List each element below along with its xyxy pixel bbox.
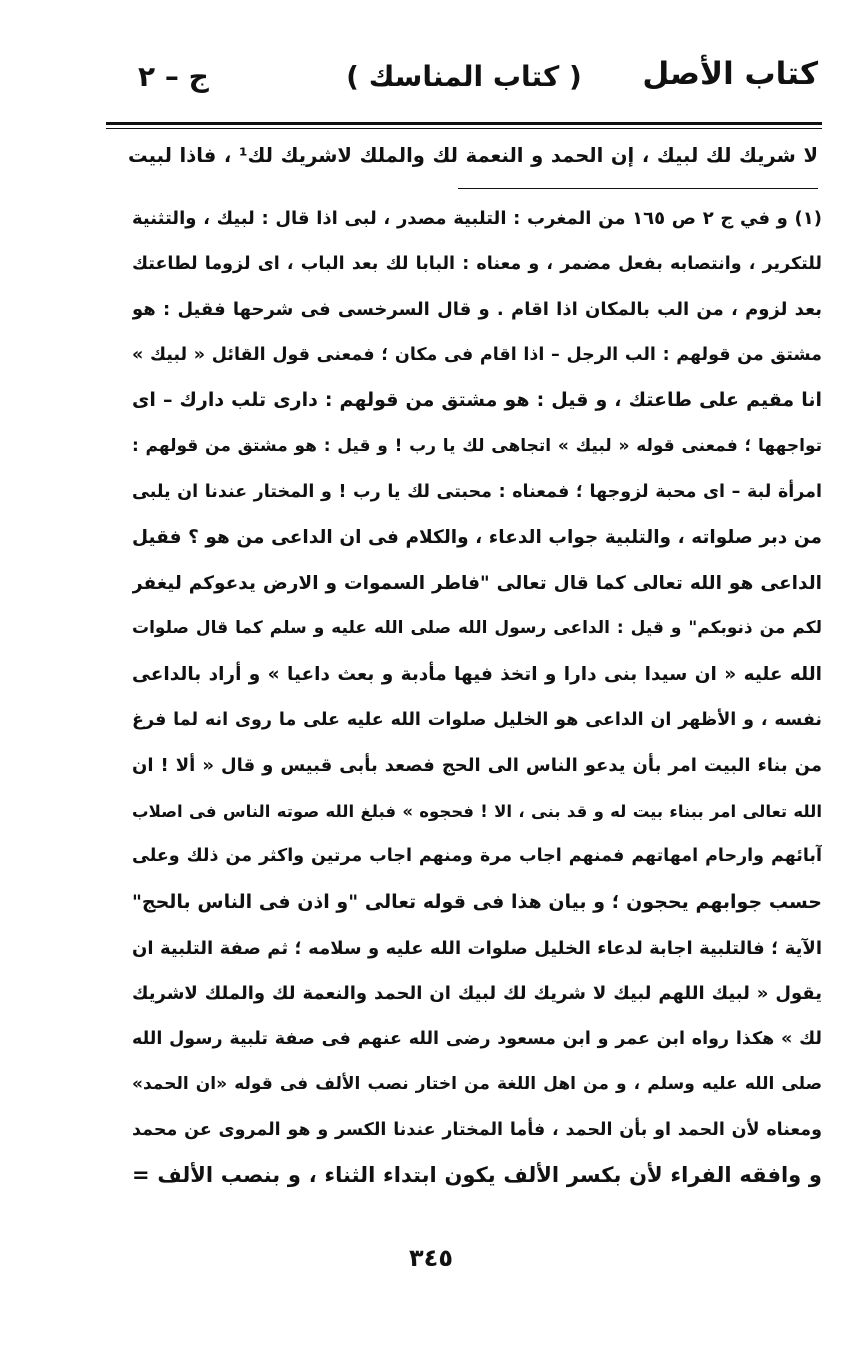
footnote-line: من بناء البيت امر بأن يدعو الناس الى الحج فصعد بأبى قبيس و قال « ألا ! ان [132,755,822,777]
footnote-line: الله تعالى امر ببناء بيت له و قد بنى ، الا ! فحجوه » فبلغ الله صوته الناس فى اصلاب [132,801,822,821]
main-text-line: لا شريك لك لبيك ، إن الحمد و النعمة لك والملك لاشريك لك¹ ، فاذا لبيت [128,144,818,167]
footnote-line: (١) و في ج ٢ ص ١٦٥ من المغرب : التلبية مصدر ، لبى اذا قال : لبيك ، والتثنية [132,208,822,229]
footnote-line: صلى الله عليه وسلم ، و من اهل اللغة من اختار نصب الألف فى قوله «ان الحمد» [132,1074,822,1095]
footnote-line: الداعى هو الله تعالى كما قال تعالى "فاطر السموات و الارض يدعوكم ليغفر [132,572,822,594]
footnote-line: لكم من ذنوبكم" و قيل : الداعى رسول الله صلى الله عليه و سلم كما قال صلوات [132,618,822,639]
footnote-line: ومعناه لأن الحمد او بأن الحمد ، فأما المختار عندنا الكسر و هو المروى عن محمد [132,1119,822,1140]
header-divider-thick [106,122,822,125]
footnote-line: و وافقه الفراء لأن بكسر الألف يكون ابتداء الثناء ، و بنصب الألف = [132,1163,822,1188]
page-number: ٣٤٥ [409,1244,453,1272]
footnote-line: حسب جوابهم يحجون ؛ و بيان هذا فى قوله تعالى "و اذن فى الناس بالحج" [132,890,822,913]
header-divider-thin [106,128,822,129]
book-title: كتاب الأصل [642,56,818,92]
footnote-line: انا مقيم على طاعتك ، و قيل : هو مشتق من قولهم : دارى تلب دارك – اى [132,389,822,412]
footnote-line: الآية ؛ فالتلبية اجابة لدعاء الخليل صلوات الله عليه و سلامه ؛ ثم صفة التلبية ان [132,937,822,959]
footnote-divider [458,188,818,189]
footnote-line: من دبر صلواته ، والتلبية جواب الدعاء ، والكلام فى ان الداعى من هو ؟ فقيل [132,527,822,549]
footnote-line: للتكرير ، وانتصابه بفعل مضمر ، و معناه : البابا لك بعد الباب ، اى لزوما لطاعتك [132,253,822,274]
footnote-line: يقول « لبيك اللهم لبيك لا شريك لك لبيك ان الحمد والنعمة لك والملك لاشريك [132,983,822,1005]
footnote-line: امرأة لبة – اى محبة لزوجها ؛ فمعناه : محبتى لك يا رب ! و المختار عندنا ان يلبى [132,481,822,502]
footnote-line: آبائهم وارحام امهاتهم فمنهم اجاب مرة ومنهم اجاب مرتين واكثر من ذلك وعلى [132,846,822,867]
footnote-line: مشتق من قولهم : الب الرجل – اذا اقام فى مكان ؛ فمعنى قول القائل « لبيك » [132,344,822,365]
volume-number: ج – ٢ [138,60,209,93]
footnote-line: بعد لزوم ، من الب بالمكان اذا اقام . و قال السرخسى فى شرحها فقيل : هو [132,299,822,321]
page-header [110,52,818,108]
section-title: ( كتاب المناسك ) [346,60,582,93]
footnote-line: لك » هكذا رواه ابن عمر و ابن مسعود رضى الله عنهم فى صفة تلبية رسول الله [132,1028,822,1049]
footnote-line: نفسه ، و الأظهر ان الداعى هو الخليل صلوات الله عليه على ما روى انه لما فرغ [132,709,822,730]
footnote [132,196,822,1199]
footnote-line: الله عليه « ان سيدا بنى دارا و اتخذ فيها مأدبة و بعث داعيا » و أراد بالداعى [132,663,822,685]
footnote-line: تواجهها ؛ فمعنى قوله « لبيك » اتجاهى لك يا رب ! و قيل : هو مشتق من قولهم : [132,435,822,456]
